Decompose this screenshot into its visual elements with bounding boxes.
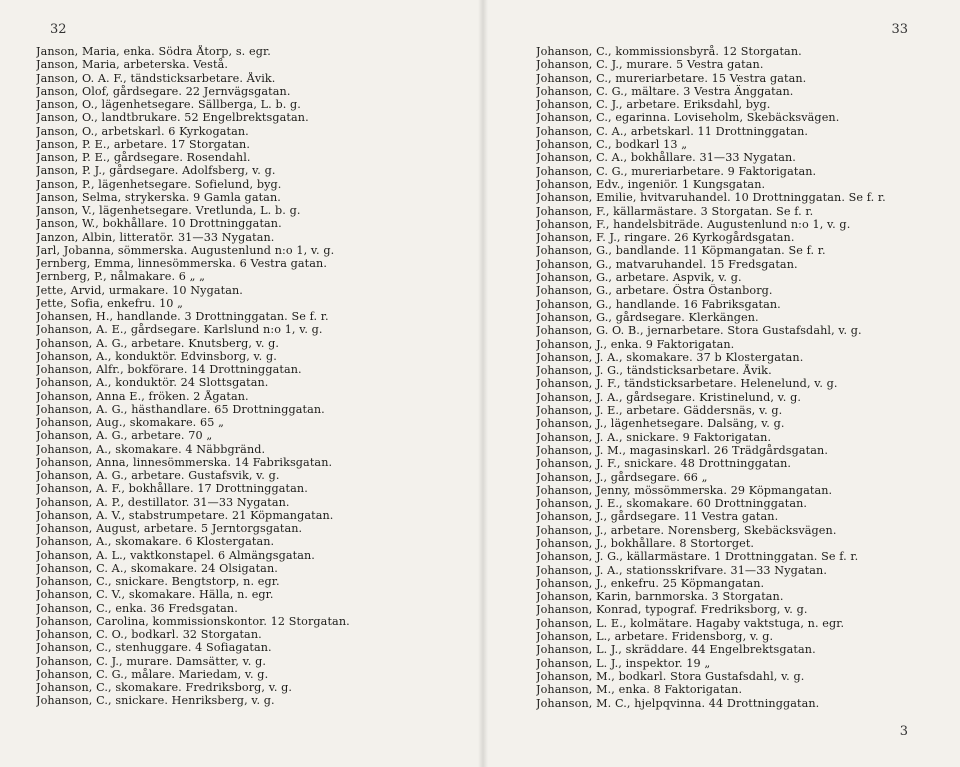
directory-entry: Johanson, A. V., stabstrumpetare. 21 Köpmangatan. bbox=[36, 508, 334, 522]
directory-entry: Johanson, J. G., tändsticksarbetare. Åvik. bbox=[536, 364, 772, 378]
directory-entry: Johanson, A., konduktör. 24 Slottsgatan. bbox=[36, 376, 269, 390]
directory-entry: Johanson, August, arbetare. 5 Jerntorgsgatan. bbox=[36, 522, 303, 535]
directory-entry: Johanson, J. E., skomakare. 60 Drottninggatan. bbox=[536, 497, 808, 511]
directory-entry: Janson, O., landtbrukare. 52 Engelbrektsgatan. bbox=[36, 111, 309, 125]
directory-entry: Johanson, L. E., kolmätare. Hagaby vaktstuga, n. egr. bbox=[536, 616, 845, 630]
directory-entry: Johanson, Aug., skomakare. 65 „ bbox=[36, 416, 224, 429]
directory-entry: Johanson, A., skomakare. 4 Näbbgränd. bbox=[36, 442, 266, 456]
book-gutter bbox=[478, 0, 488, 767]
directory-entry: Jarl, Jobanna, sömmerska. Augustenlund n:o 1, v. g. bbox=[36, 243, 335, 257]
directory-entry: Janson, P. E., arbetare. 17 Storgatan. bbox=[36, 137, 250, 151]
directory-entry: Johanson, C., stenhuggare. 4 Sofiagatan. bbox=[36, 641, 272, 655]
directory-entry: Johanson, G., matvaruhandel. 15 Fredsgatan. bbox=[536, 257, 798, 271]
directory-entry: Johanson, C. A., skomakare. 24 Olsigatan. bbox=[36, 561, 278, 575]
directory-entry: Johanson, Anna E., fröken. 2 Ågatan. bbox=[36, 389, 249, 403]
directory-entry: Johanson, M., bodkarl. Stora Gustafsdahl, v. g. bbox=[536, 669, 805, 683]
directory-entry: Johanson, A. P., destillator. 31—33 Nygatan. bbox=[36, 495, 290, 509]
directory-entry: Janson, O., arbetskarl. 6 Kyrkogatan. bbox=[36, 124, 249, 138]
directory-entry: Johanson, C. J., murare. Damsätter, v. g. bbox=[36, 654, 266, 668]
directory-entry: Johanson, G., handlande. 16 Fabriksgatan. bbox=[536, 297, 781, 311]
directory-entry: Janson, Selma, strykerska. 9 Gamla gatan. bbox=[36, 190, 281, 204]
directory-entry: Johanson, Carolina, kommissionskontor. 12 Storgatan. bbox=[36, 614, 350, 628]
directory-entry: Janson, P. E., gårdsegare. Rosendahl. bbox=[36, 151, 251, 164]
directory-entry: Johanson, G., bandlande. 11 Köpmangatan. Se f. r. bbox=[536, 244, 826, 258]
directory-entry: Johanson, J., enkefru. 25 Köpmangatan. bbox=[536, 576, 765, 590]
directory-entry: Johanson, J. A., gårdsegare. Kristinelund, v. g. bbox=[536, 390, 801, 404]
directory-entry: Johanson, J., arbetare. Norensberg, Skebäcksvägen. bbox=[536, 523, 837, 537]
directory-entry: Johanson, Jenny, mössömmerska. 29 Köpmangatan. bbox=[536, 483, 833, 497]
directory-entry: Johanson, J. E., arbetare. Gäddersnäs, v. g. bbox=[536, 404, 783, 418]
directory-entry: Johanson, Emilie, hvitvaruhandel. 10 Drottninggatan. Se f. r. bbox=[536, 191, 886, 205]
directory-entry: Johanson, Karin, barnmorska. 3 Storgatan. bbox=[536, 590, 784, 604]
directory-entry: Johanson, J. A., stationsskrifvare. 31—33 Nygatan. bbox=[536, 563, 827, 577]
directory-entry: Johanson, A., skomakare. 6 Klostergatan. bbox=[36, 535, 275, 549]
right-page bbox=[488, 0, 960, 767]
directory-entry: Janzon, Albin, litteratör. 31—33 Nygatan. bbox=[36, 230, 275, 244]
right-page-footer-number: 3 bbox=[899, 724, 908, 739]
directory-entry: Johanson, A. E., gårdsegare. Karlslund n:o 1, v. g. bbox=[36, 323, 323, 337]
directory-entry: Johanson, J., gårdsegare. 66 „ bbox=[536, 470, 708, 484]
directory-entry: Johanson, G., arbetare. Östra Östanborg. bbox=[536, 284, 773, 298]
directory-entry: Johanson, C., kommissionsbyrå. 12 Storgatan. bbox=[536, 45, 802, 58]
directory-entry: Johanson, A. L., vaktkonstapel. 6 Almängsgatan. bbox=[36, 548, 315, 562]
directory-entry: Johanson, F., handelsbiträde. Augustenlund n:o 1, v. g. bbox=[536, 217, 851, 231]
directory-entry: Johanson, J. G., källarmästare. 1 Drottninggatan. Se f. r. bbox=[536, 550, 859, 564]
directory-entry: Johanson, A. G., hästhandlare. 65 Drottninggatan. bbox=[36, 402, 325, 416]
directory-entry: Janson, Olof, gårdsegare. 22 Jernvägsgatan. bbox=[36, 84, 291, 98]
directory-entry: Johanson, A., konduktör. Edvinsborg, v. g. bbox=[36, 349, 277, 363]
directory-entry: Johanson, L., arbetare. Fridensborg, v. g. bbox=[536, 630, 774, 644]
directory-entry: Johanson, L. J., inspektor. 19 „ bbox=[536, 656, 711, 670]
directory-entry: Johanson, G., arbetare. Aspvik, v. g. bbox=[536, 271, 742, 285]
directory-entry: Jernberg, Emma, linnesömmerska. 6 Vestra gatan. bbox=[36, 257, 327, 270]
directory-entry: Johanson, C. V., skomakare. Hälla, n. egr. bbox=[36, 588, 274, 602]
directory-entry: Janson, V., lägenhetsegare. Vretlunda, L. b. g. bbox=[36, 204, 301, 217]
directory-entry: Janson, O., lägenhetsegare. Sällberga, L. b. g. bbox=[36, 98, 301, 111]
directory-entry: Johanson, Edv., ingeniör. 1 Kungsgatan. bbox=[536, 177, 766, 191]
directory-entry: Jette, Arvid, urmakare. 10 Nygatan. bbox=[36, 283, 243, 297]
directory-entry: Johanson, J., gårdsegare. 11 Vestra gatan. bbox=[536, 510, 779, 524]
directory-entry: Johanson, A. G., arbetare. Gustafsvik, v. g. bbox=[36, 469, 280, 482]
left-page bbox=[0, 0, 478, 767]
directory-entry: Johanson, C. G., målare. Mariedam, v. g. bbox=[36, 667, 269, 681]
directory-entry: Johanson, C., snickare. Bengtstorp, n. egr. bbox=[36, 575, 280, 588]
directory-entry: Johanson, J. M., magasinskarl. 26 Trädgårdsgatan. bbox=[536, 443, 828, 457]
directory-entry: Johanson, C. O., bodkarl. 32 Storgatan. bbox=[36, 628, 262, 641]
left-entry-list bbox=[36, 45, 471, 708]
directory-entry: Johanson, J. F., snickare. 48 Drottninggatan. bbox=[536, 457, 792, 471]
directory-entry: Janson, W., bokhållare. 10 Drottninggatan. bbox=[36, 217, 282, 231]
directory-entry: Johanson, J. A., skomakare. 37 b Klostergatan. bbox=[536, 350, 804, 364]
directory-entry: Jernberg, P., nålmakare. 6 „ „ bbox=[36, 270, 206, 284]
right-page-number: 33 bbox=[891, 22, 908, 37]
directory-entry: Janson, P. J., gårdsegare. Adolfsberg, v. g. bbox=[36, 164, 276, 178]
directory-entry: Johanson, C. J., murare. 5 Vestra gatan. bbox=[536, 58, 764, 72]
left-page-number: 32 bbox=[50, 22, 67, 37]
directory-entry: Johanson, F. J., ringare. 26 Kyrkogårdsgatan. bbox=[536, 231, 795, 245]
directory-entry: Johanson, C. G., mureriarbetare. 9 Faktorigatan. bbox=[536, 164, 817, 178]
directory-entry: Janson, P., lägenhetsegare. Sofielund, byg. bbox=[36, 177, 282, 191]
directory-entry: Johanson, C. A., arbetskarl. 11 Drottninggatan. bbox=[536, 124, 809, 138]
directory-entry: Johanson, C., enka. 36 Fredsgatan. bbox=[36, 601, 238, 615]
directory-entry: Johanson, Anna, linnesömmerska. 14 Fabriksgatan. bbox=[36, 455, 333, 469]
directory-entry: Johanson, C. G., mältare. 3 Vestra Änggatan. bbox=[536, 84, 794, 98]
directory-entry: Johanson, J. A., snickare. 9 Faktorigatan. bbox=[536, 430, 772, 444]
directory-entry: Johanson, C. J., arbetare. Eriksdahl, byg. bbox=[536, 98, 771, 112]
directory-entry: Johanson, J. F., tändsticksarbetare. Helenelund, v. g. bbox=[536, 377, 838, 391]
directory-entry: Johanson, A. G., arbetare. 70 „ bbox=[36, 429, 213, 443]
directory-entry: Johanson, F., källarmästare. 3 Storgatan. Se f. r. bbox=[536, 204, 814, 218]
directory-entry: Johanson, C., snickare. Henriksberg, v. g. bbox=[36, 694, 275, 708]
directory-entry: Johanson, A. F., bokhållare. 17 Drottninggatan. bbox=[36, 482, 308, 496]
directory-entry: Johanson, C., mureriarbetare. 15 Vestra gatan. bbox=[536, 71, 807, 85]
directory-entry: Johanson, L. J., skräddare. 44 Engelbrektsgatan. bbox=[536, 643, 816, 657]
directory-entry: Johanson, M. C., hjelpqvinna. 44 Drottninggatan. bbox=[536, 696, 820, 710]
directory-entry: Johanson, M., enka. 8 Faktorigatan. bbox=[536, 683, 743, 697]
directory-entry: Janson, Maria, arbeterska. Vestå. bbox=[36, 58, 228, 72]
directory-entry: Jette, Sofia, enkefru. 10 „ bbox=[36, 296, 184, 310]
right-entry-list bbox=[536, 45, 956, 710]
directory-entry: Johanson, C., bodkarl 13 „ bbox=[536, 138, 688, 152]
directory-entry: Johanson, C., egarinna. Loviseholm, Skebäcksvägen. bbox=[536, 111, 840, 125]
directory-entry: Johansen, H., handlande. 3 Drottninggatan. Se f. r. bbox=[36, 310, 329, 323]
directory-entry: Johanson, Konrad, typograf. Fredriksborg, v. g. bbox=[536, 603, 808, 617]
directory-entry: Johanson, Alfr., bokförare. 14 Drottninggatan. bbox=[36, 363, 302, 376]
directory-entry: Johanson, J., bokhållare. 8 Stortorget. bbox=[536, 536, 755, 550]
directory-entry: Johanson, C., skomakare. Fredriksborg, v. g. bbox=[36, 681, 293, 694]
directory-entry: Janson, Maria, enka. Södra Åtorp, s. egr. bbox=[36, 45, 271, 58]
directory-entry: Janson, O. A. F., tändsticksarbetare. Åvik. bbox=[36, 71, 276, 85]
directory-entry: Johanson, J., lägenhetsegare. Dalsäng, v. g. bbox=[536, 417, 785, 431]
directory-entry: Johanson, A. G., arbetare. Knutsberg, v. g. bbox=[36, 336, 280, 350]
directory-entry: Johanson, G. O. B., jernarbetare. Stora Gustafsdahl, v. g. bbox=[536, 324, 862, 338]
directory-entry: Johanson, J., enka. 9 Faktorigatan. bbox=[536, 337, 735, 351]
directory-entry: Johanson, C. A., bokhållare. 31—33 Nygatan. bbox=[536, 151, 796, 165]
directory-entry: Johanson, G., gårdsegare. Klerkängen. bbox=[536, 310, 759, 324]
